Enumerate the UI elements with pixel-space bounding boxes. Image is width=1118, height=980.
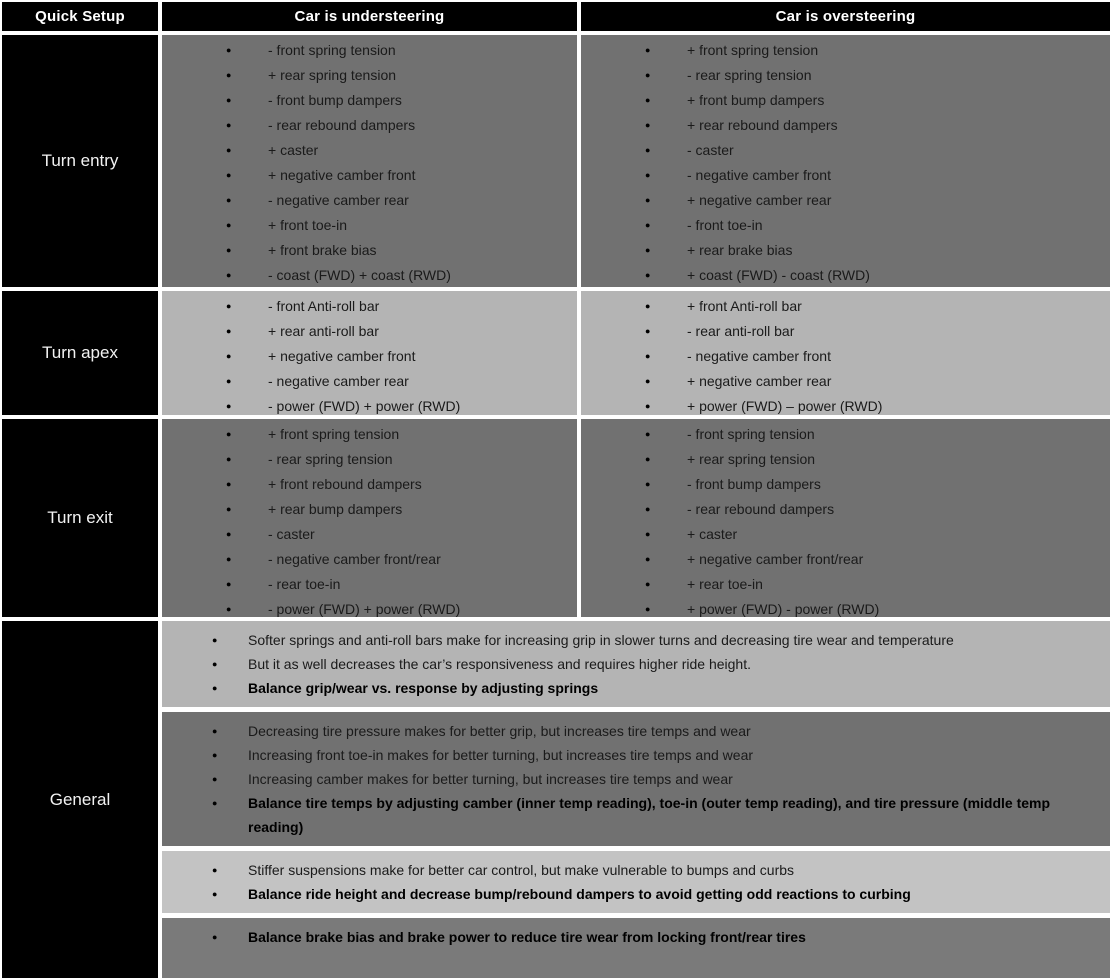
list-item: ● + front brake bias xyxy=(162,238,571,263)
list-item: ● - rear rebound dampers xyxy=(162,113,571,138)
list-item: ● + front toe-in xyxy=(162,213,571,238)
header-understeering: Car is understeering xyxy=(162,2,577,31)
list-item: ● + caster xyxy=(162,138,571,163)
turn-exit-understeer-list xyxy=(162,419,577,617)
general-block-suspension xyxy=(162,851,1110,913)
list-item: ● Balance grip/wear vs. response by adjusting springs xyxy=(162,676,1094,700)
list-item: ● - negative camber rear xyxy=(162,188,571,213)
general-tires-list xyxy=(162,716,1100,842)
general-block-springs xyxy=(162,621,1110,707)
list-item: ● + front rebound dampers xyxy=(162,472,571,497)
general-block-brakes xyxy=(162,918,1110,978)
turn-entry-oversteer-list xyxy=(581,35,1110,287)
turn-apex-oversteer-list xyxy=(581,291,1110,415)
list-item: ● + front Anti-roll bar xyxy=(581,294,1104,319)
list-item: ● - front spring tension xyxy=(162,38,571,63)
list-item: ● - front spring tension xyxy=(581,422,1104,447)
turn-apex-understeer-list xyxy=(162,291,577,415)
row-label-general: General xyxy=(2,621,158,978)
list-item: ● + rear anti-roll bar xyxy=(162,319,571,344)
list-item: ● + front bump dampers xyxy=(581,88,1104,113)
list-item: ● + rear spring tension xyxy=(162,63,571,88)
list-item: ● + rear rebound dampers xyxy=(581,113,1104,138)
turn-exit-oversteer-list xyxy=(581,419,1110,617)
turn-apex-oversteer-cell xyxy=(581,291,1110,415)
list-item: ● + rear bump dampers xyxy=(162,497,571,522)
list-item: ● But it as well decreases the car’s responsiveness and requires higher ride height. xyxy=(162,652,1094,676)
list-item: ● - negative camber front/rear xyxy=(162,547,571,572)
list-item: ● + negative camber front/rear xyxy=(581,547,1104,572)
turn-exit-oversteer-cell xyxy=(581,419,1110,617)
row-label-turn-exit: Turn exit xyxy=(2,419,158,617)
list-item: ● + coast (FWD) - coast (RWD) xyxy=(581,263,1104,287)
general-cell xyxy=(162,621,1110,978)
list-item: ● + front spring tension xyxy=(162,422,571,447)
list-item: ● - negative camber front xyxy=(581,344,1104,369)
list-item: ● - caster xyxy=(581,138,1104,163)
list-item: ● - coast (FWD) + coast (RWD) xyxy=(162,263,571,287)
list-item: ● + power (FWD) – power (RWD) xyxy=(581,394,1104,415)
list-item: ● + negative camber front xyxy=(162,163,571,188)
list-item: ● + caster xyxy=(581,522,1104,547)
general-block-tires xyxy=(162,712,1110,846)
list-item: ● Stiffer suspensions make for better car control, but make vulnerable to bumps and curbs xyxy=(162,858,1094,882)
turn-entry-oversteer-cell xyxy=(581,35,1110,287)
list-item: ● Decreasing tire pressure makes for better grip, but increases tire temps and wear xyxy=(162,719,1094,743)
list-item: ● - rear rebound dampers xyxy=(581,497,1104,522)
list-item: ● + power (FWD) - power (RWD) xyxy=(581,597,1104,617)
turn-exit-understeer-cell xyxy=(162,419,577,617)
list-item: ● - rear anti-roll bar xyxy=(581,319,1104,344)
list-item: ● - power (FWD) + power (RWD) xyxy=(162,597,571,617)
list-item: ● - front Anti-roll bar xyxy=(162,294,571,319)
list-item: ● Balance brake bias and brake power to reduce tire wear from locking front/rear tires xyxy=(162,925,1094,949)
header-quick-setup: Quick Setup xyxy=(2,2,158,31)
list-item: ● - front bump dampers xyxy=(581,472,1104,497)
list-item: ● - negative camber front xyxy=(581,163,1104,188)
list-item: ● - negative camber rear xyxy=(162,369,571,394)
general-suspension-list xyxy=(162,855,1100,909)
list-item: ● - front bump dampers xyxy=(162,88,571,113)
row-label-turn-apex: Turn apex xyxy=(2,291,158,415)
list-item: ● + negative camber front xyxy=(162,344,571,369)
list-item: ● + rear toe-in xyxy=(581,572,1104,597)
list-item: ● Balance tire temps by adjusting camber (inner temp reading), toe-in (outer temp reading), and tire pressure (middle temp reading) xyxy=(162,791,1094,839)
list-item: ● Softer springs and anti-roll bars make for increasing grip in slower turns and decreasing tire wear and temperature xyxy=(162,628,1094,652)
list-item: ● + negative camber rear xyxy=(581,369,1104,394)
list-item: ● - rear toe-in xyxy=(162,572,571,597)
list-item: ● + rear brake bias xyxy=(581,238,1104,263)
list-item: ● Increasing front toe-in makes for better turning, but increases tire temps and wear xyxy=(162,743,1094,767)
list-item: ● - rear spring tension xyxy=(162,447,571,472)
list-item: ● - front toe-in xyxy=(581,213,1104,238)
list-item: ● Balance ride height and decrease bump/rebound dampers to avoid getting odd reactions to curbing xyxy=(162,882,1094,906)
list-item: ● + negative camber rear xyxy=(581,188,1104,213)
row-label-turn-entry: Turn entry xyxy=(2,35,158,287)
turn-entry-understeer-list xyxy=(162,35,577,287)
list-item: ● - caster xyxy=(162,522,571,547)
general-brakes-list xyxy=(162,922,1100,952)
list-item: ● - power (FWD) + power (RWD) xyxy=(162,394,571,415)
list-item: ● Increasing camber makes for better turning, but increases tire temps and wear xyxy=(162,767,1094,791)
header-oversteering: Car is oversteering xyxy=(581,2,1110,31)
turn-apex-understeer-cell xyxy=(162,291,577,415)
turn-entry-understeer-cell xyxy=(162,35,577,287)
list-item: ● + rear spring tension xyxy=(581,447,1104,472)
list-item: ● + front spring tension xyxy=(581,38,1104,63)
general-springs-list xyxy=(162,625,1100,703)
list-item: ● - rear spring tension xyxy=(581,63,1104,88)
